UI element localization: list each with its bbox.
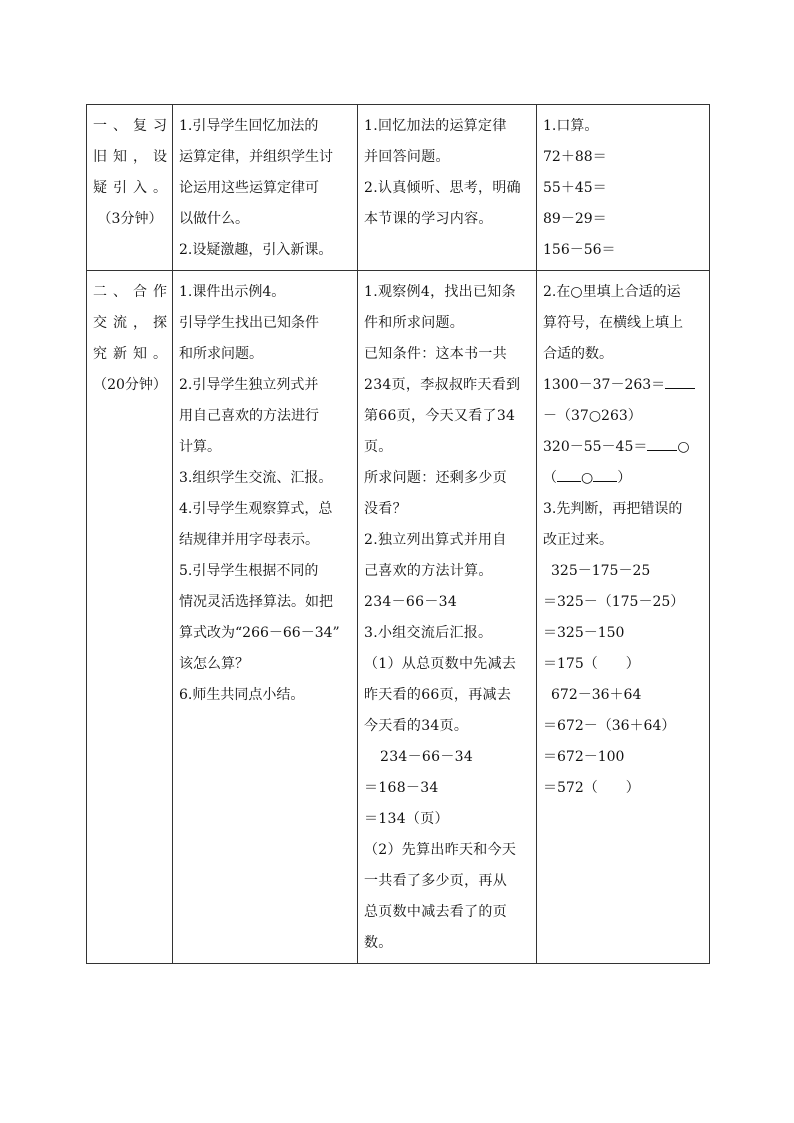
student-line: 昨天看的66页，再减去 bbox=[364, 687, 512, 703]
student-activity-cell bbox=[358, 271, 537, 964]
teacher-line: 该怎么算？ bbox=[179, 656, 249, 672]
exercise-line: 72＋88＝ bbox=[543, 149, 607, 165]
stage-line: 究新知。 bbox=[93, 346, 167, 362]
operator-circle[interactable]: ○ bbox=[588, 408, 602, 424]
exercise-line: 89－29＝ bbox=[543, 211, 607, 227]
table-row bbox=[87, 271, 710, 964]
teacher-line: 情况灵活选择算法。如把 bbox=[179, 594, 333, 610]
student-line: （2）先算出昨天和今天 bbox=[364, 842, 517, 858]
teacher-line: 5.引导学生根据不同的 bbox=[179, 563, 319, 579]
fill-question-2a: 320－55－45＝ ○ bbox=[543, 432, 704, 463]
stage-line: 交流，探 bbox=[93, 315, 167, 331]
exercise-line: 55＋45＝ bbox=[543, 180, 607, 196]
student-line: 1.回忆加法的运算定律 bbox=[364, 118, 507, 134]
stage-line: 旧知，设 bbox=[93, 149, 167, 165]
teacher-line: 4.引导学生观察算式，总 bbox=[179, 501, 333, 517]
teacher-line: 用自己喜欢的方法进行 bbox=[179, 408, 319, 424]
student-line: 己喜欢的方法计算。 bbox=[364, 563, 493, 579]
calc-line: ＝325－150 bbox=[543, 625, 625, 641]
fill-question-1a: 1300－37－263＝ bbox=[543, 370, 704, 401]
teacher-line: 1.引导学生回忆加法的 bbox=[179, 118, 319, 134]
student-line: （1）从总页数中先减去 bbox=[364, 656, 517, 672]
student-activity-cell bbox=[358, 105, 537, 271]
calc-line: ＝175（ ） bbox=[543, 656, 640, 672]
calc-line: 672－36＋64 bbox=[551, 687, 642, 703]
student-line: 第66页，今天又看了34 bbox=[364, 408, 516, 424]
student-line: 总页数中减去看了的页 bbox=[364, 904, 507, 920]
teacher-line: 1.课件出示例4。 bbox=[179, 284, 286, 300]
stage-line: 二、合作 bbox=[93, 284, 167, 300]
fill-question-1b: －（37○263） bbox=[543, 408, 642, 424]
teacher-line: 结规律并用字母表示。 bbox=[179, 532, 319, 548]
teacher-line: 和所求问题。 bbox=[179, 346, 263, 362]
student-line: 没看？ bbox=[364, 501, 407, 517]
teacher-activity-cell bbox=[173, 105, 358, 271]
stage-duration: （20分钟） bbox=[93, 377, 167, 393]
exercise-line: 合适的数。 bbox=[543, 346, 613, 362]
student-line: 234－66－34 bbox=[364, 594, 458, 610]
fill-question-2b: （ ○ ） bbox=[543, 463, 704, 494]
stage-cell bbox=[87, 105, 173, 271]
student-line: 今天看的34页。 bbox=[364, 718, 469, 734]
exercise-cell bbox=[537, 105, 710, 271]
teacher-line: 计算。 bbox=[179, 439, 221, 455]
answer-blank[interactable] bbox=[557, 467, 581, 482]
student-line: 页。 bbox=[364, 439, 393, 455]
teacher-line: 2.设疑激趣，引入新课。 bbox=[179, 242, 333, 258]
student-line: ＝134（页） bbox=[364, 811, 449, 827]
teacher-line: 3.组织学生交流、汇报。 bbox=[179, 470, 333, 486]
stage-line: 疑引入。 bbox=[93, 180, 167, 196]
teacher-line: 以做什么。 bbox=[179, 211, 249, 227]
student-line: 1.观察例4，找出已知条 bbox=[364, 284, 516, 300]
exercise-line: 算符号，在横线上填上 bbox=[543, 315, 683, 331]
exercise-line: 156－56＝ bbox=[543, 242, 616, 258]
student-line: 并回答问题。 bbox=[364, 149, 450, 165]
student-line: 件和所求问题。 bbox=[364, 315, 465, 331]
student-line: 2.独立列出算式并用自 bbox=[364, 532, 507, 548]
teacher-line: 2.引导学生独立列式并 bbox=[179, 377, 319, 393]
student-line: 234－66－34 bbox=[380, 749, 474, 765]
operator-circle[interactable]: ○ bbox=[581, 470, 594, 486]
exercise-cell bbox=[537, 271, 710, 964]
lesson-plan-table bbox=[86, 104, 710, 964]
student-line: ＝168－34 bbox=[364, 780, 439, 796]
student-line: 本节课的学习内容。 bbox=[364, 211, 493, 227]
calc-line: ＝672－100 bbox=[543, 749, 625, 765]
student-line: 一共看了多少页，再从 bbox=[364, 873, 507, 889]
table-row bbox=[87, 105, 710, 271]
exercise-line: 2.在○里填上合适的运 bbox=[543, 284, 681, 300]
teacher-line: 运算定律，并组织学生讨 bbox=[179, 149, 333, 165]
teacher-line: 引导学生找出已知条件 bbox=[179, 315, 319, 331]
operator-circle[interactable]: ○ bbox=[677, 439, 690, 455]
stage-line: 一、复习 bbox=[93, 118, 167, 134]
answer-blank[interactable] bbox=[593, 467, 617, 482]
student-line: 3.小组交流后汇报。 bbox=[364, 625, 493, 641]
stage-duration: （3分钟） bbox=[97, 211, 163, 227]
calc-line: ＝672－（36＋64） bbox=[543, 718, 676, 734]
teacher-activity-cell bbox=[173, 271, 358, 964]
exercise-line: 3.先判断，再把错误的 bbox=[543, 501, 683, 517]
teacher-line: 6.师生共同点小结。 bbox=[179, 687, 305, 703]
exercise-line: 改正过来。 bbox=[543, 532, 613, 548]
student-line: 234页，李叔叔昨天看到 bbox=[364, 377, 521, 393]
answer-blank[interactable] bbox=[665, 374, 695, 389]
student-line: 所求问题：还剩多少页 bbox=[364, 470, 507, 486]
answer-blank[interactable] bbox=[647, 436, 677, 451]
teacher-line: 算式改为“266－66－34” bbox=[179, 625, 340, 641]
calc-line: 325－175－25 bbox=[551, 563, 651, 579]
student-line: 数。 bbox=[364, 935, 393, 951]
teacher-line: 论运用这些运算定律可 bbox=[179, 180, 319, 196]
calc-line: ＝325－（175－25） bbox=[543, 594, 685, 610]
stage-cell bbox=[87, 271, 173, 964]
student-line: 2.认真倾听、思考，明确 bbox=[364, 180, 521, 196]
student-line: 已知条件：这本书一共 bbox=[364, 346, 507, 362]
calc-line: ＝572（ ） bbox=[543, 780, 640, 796]
exercise-line: 1.口算。 bbox=[543, 118, 599, 134]
